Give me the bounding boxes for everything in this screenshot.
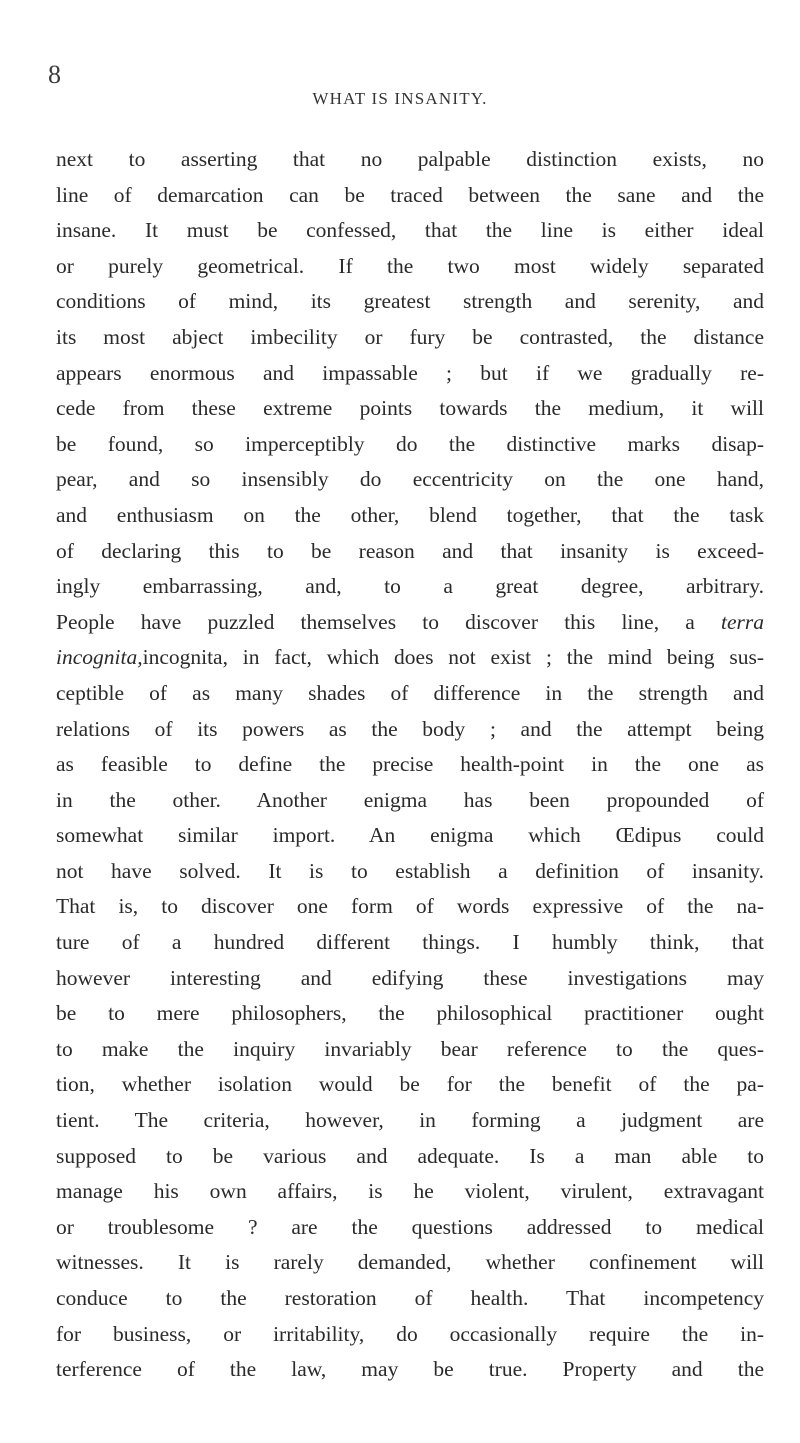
body-text bbox=[56, 142, 764, 1388]
text-line: ture of a hundred different things. I humbly think, that bbox=[56, 930, 764, 955]
page-number: 8 bbox=[48, 60, 61, 89]
text-line: its most abject imbecility or fury be contrasted, the distance bbox=[56, 324, 764, 349]
text-line: supposed to be various and adequate. Is a man able to bbox=[56, 1143, 764, 1168]
text-line: however interesting and edifying these investigations may bbox=[56, 965, 764, 990]
text-line: not have solved. It is to establish a definition of insanity. bbox=[56, 858, 764, 883]
text-line: line of demarcation can be traced between the sane and the bbox=[56, 182, 764, 207]
text-line: of declaring this to be reason and that insanity is exceed- bbox=[56, 538, 764, 563]
italic-term: incognita, bbox=[56, 645, 143, 670]
text-line: be found, so imperceptibly do the distinctive marks disap- bbox=[56, 431, 764, 456]
text-line: as feasible to define the precise health-point in the one as bbox=[56, 752, 764, 777]
text-line: and enthusiasm on the other, blend together, that the task bbox=[56, 502, 764, 527]
text-line: conditions of mind, its greatest strength and serenity, and bbox=[56, 289, 764, 314]
text-line: cede from these extreme points towards the medium, it will bbox=[56, 396, 764, 421]
text-line: relations of its powers as the body ; and the attempt being bbox=[56, 716, 764, 741]
text-line: insane. It must be confessed, that the line is either ideal bbox=[56, 218, 764, 243]
text-line: be to mere philosophers, the philosophical practitioner ought bbox=[56, 1001, 764, 1026]
text-line: or purely geometrical. If the two most widely separated bbox=[56, 253, 764, 278]
text-line: tient. The criteria, however, in forming a judgment are bbox=[56, 1108, 764, 1133]
text-line: ceptible of as many shades of difference in the strength and bbox=[56, 680, 764, 705]
text-line-segment: incognita, in fact, which does not exist ; the mind being sus- bbox=[142, 645, 764, 670]
text-line: appears enormous and impassable ; but if we gradually re- bbox=[56, 360, 764, 385]
text-line bbox=[56, 640, 764, 676]
text-line: for business, or irritability, do occasionally require the in- bbox=[56, 1321, 764, 1346]
text-line: witnesses. It is rarely demanded, whether confinement will bbox=[56, 1250, 764, 1275]
text-line: manage his own affairs, is he violent, virulent, extravagant bbox=[56, 1179, 764, 1204]
text-line: in the other. Another enigma has been propounded of bbox=[56, 787, 764, 812]
text-line: pear, and so insensibly do eccentricity on the one hand, bbox=[56, 467, 764, 492]
running-title: WHAT IS INSANITY. bbox=[312, 89, 488, 108]
text-line: somewhat similar import. An enigma which Œdipus could bbox=[56, 823, 764, 848]
text-line-segment: People have puzzled themselves to discover this line, a bbox=[56, 609, 721, 634]
text-line: tion, whether isolation would be for the benefit of the pa- bbox=[56, 1072, 764, 1097]
text-line: to make the inquiry invariably bear reference to the ques- bbox=[56, 1036, 764, 1061]
text-line: ingly embarrassing, and, to a great degree, arbitrary. bbox=[56, 574, 764, 599]
text-line: or troublesome ? are the questions addressed to medical bbox=[56, 1214, 764, 1239]
text-line: That is, to discover one form of words expressive of the na- bbox=[56, 894, 764, 919]
italic-term: terra bbox=[721, 609, 764, 634]
text-line: conduce to the restoration of health. That incompetency bbox=[56, 1286, 764, 1310]
text-line: next to asserting that no palpable distinction exists, no bbox=[56, 147, 764, 171]
text-line: terference of the law, may be true. Property and the bbox=[56, 1357, 764, 1382]
text-line bbox=[56, 605, 764, 641]
